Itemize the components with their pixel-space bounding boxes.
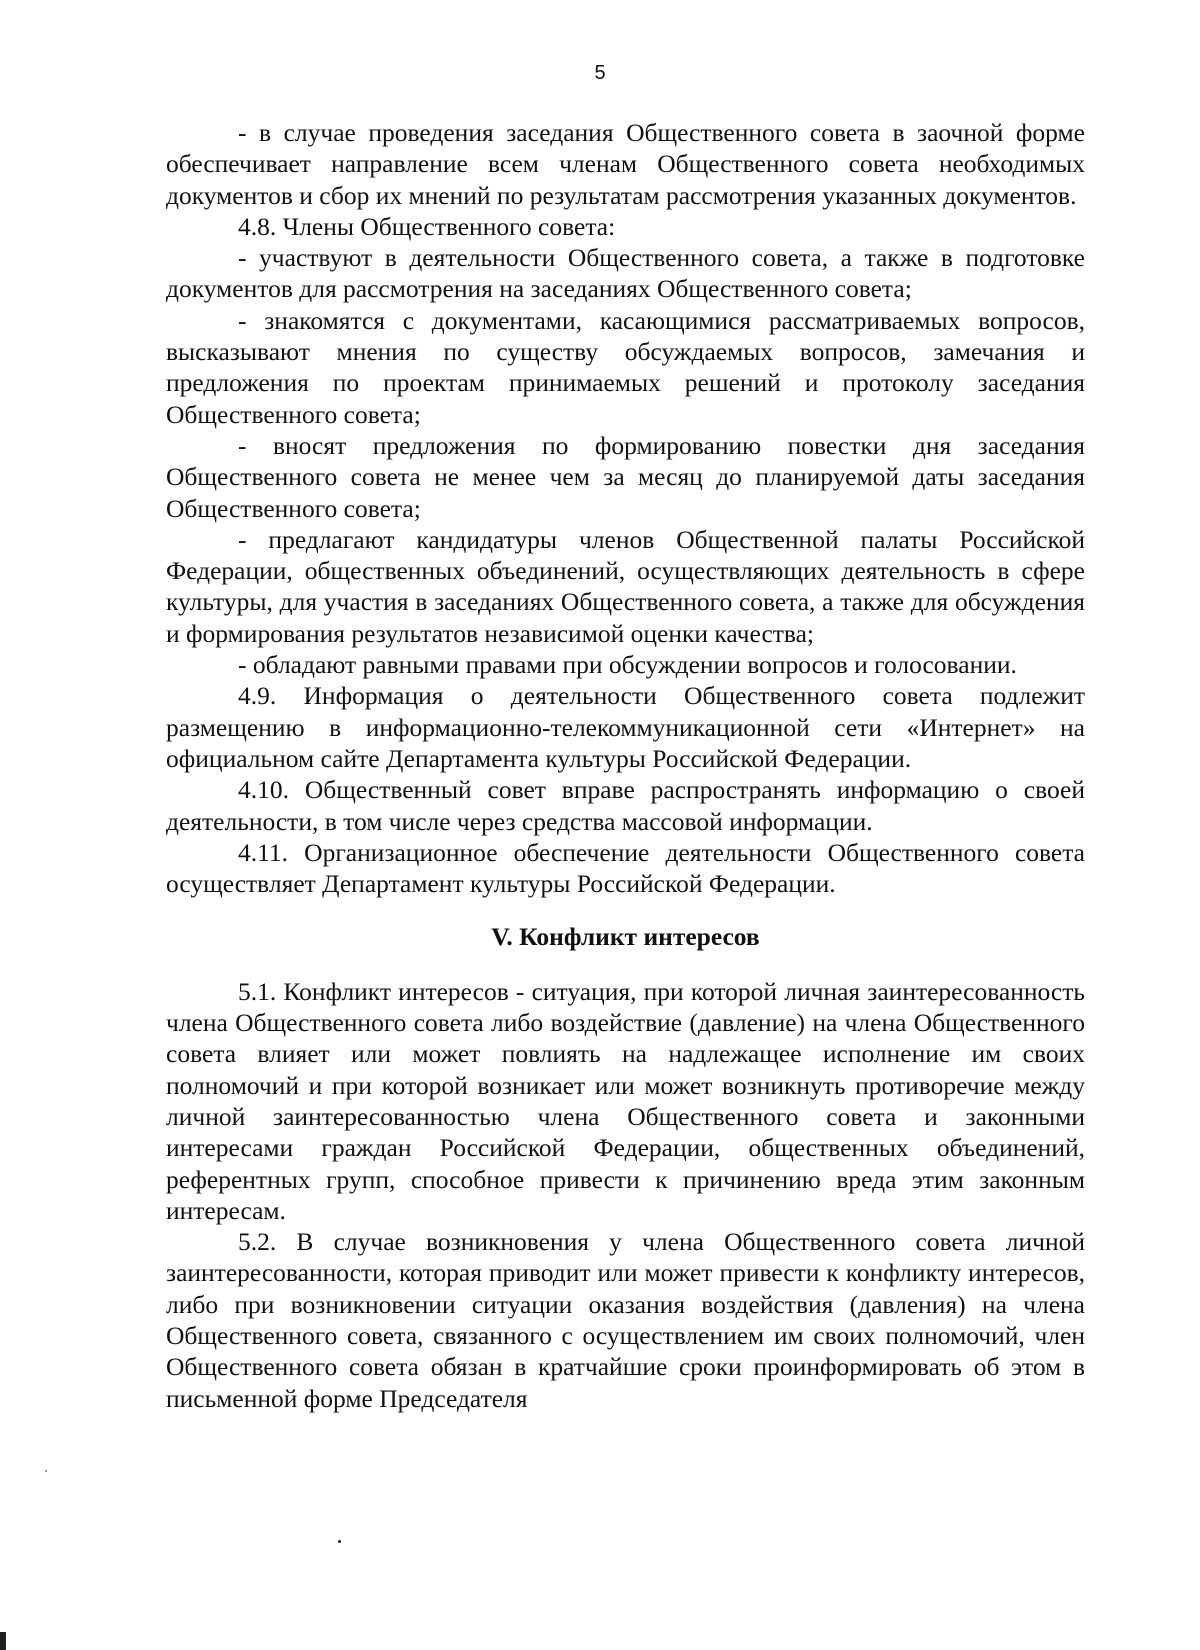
paragraph-5-2: 5.2. В случае возникновения у члена Общественного совета личной заинтересованности, которая приводит или может привести к конфликту интересов, либо при возникновении ситуации оказания воздействия (давления) на члена Общественного совета, связанного с осуществлением им своих полномочий, член Общественного совета обязан в кратчайшие сроки проинформировать об этом в письменной форме Председателя bbox=[166, 1227, 1085, 1413]
scan-edge-mark bbox=[0, 1632, 6, 1650]
paragraph-4-11: 4.11. Организационное обеспечение деятельности Общественного совета осуществляет Департамент культуры Российской Федерации. bbox=[166, 837, 1085, 899]
paragraph-review-documents: - знакомятся с документами, касающимися рассматриваемых вопросов, высказывают мнения по существу обсуждаемых вопросов, замечания и предложения по проектам принимаемых решений и протоколу заседания Общественного совета; bbox=[166, 305, 1085, 429]
page-number: 5 bbox=[594, 62, 606, 84]
document-body bbox=[166, 117, 1085, 1414]
paragraph-propose-candidates: - предлагают кандидатуры членов Общественной палаты Российской Федерации, общественных объединений, осуществляющих деятельность в сфере культуры, для участия в заседаниях Общественного совета, а также для обсуждения и формирования результатов независимой оценки качества; bbox=[166, 524, 1085, 648]
paragraph-4-8-heading: 4.8. Члены Общественного совета: bbox=[238, 211, 616, 241]
paragraph-equal-rights: - обладают равными правами при обсуждении вопросов и голосовании. bbox=[238, 650, 1017, 680]
section-heading-conflict-of-interest: V. Конфликт интересов bbox=[491, 922, 760, 952]
paragraph-absentee-meeting: - в случае проведения заседания Общественного совета в заочной форме обеспечивает направление всем членам Общественного совета необходимых документов и сбор их мнений по результатам рассмотрения указанных документов. bbox=[166, 118, 1085, 210]
scan-speck bbox=[45, 1470, 47, 1472]
paragraph-4-10: 4.10. Общественный совет вправе распространять информацию о своей деятельности, в том числе через средства массовой информации. bbox=[166, 775, 1085, 836]
scan-speck bbox=[338, 1540, 341, 1543]
paragraph-agenda-proposals: - вносят предложения по формированию повестки дня заседания Общественного совета не менее чем за месяц до планируемой даты заседания Общественного совета; bbox=[166, 430, 1085, 523]
paragraph-4-9: 4.9. Информация о деятельности Общественного совета подлежит размещению в информационно-телекоммуникационной сети «Интернет» на официальном сайте Департамента культуры Российской Федерации. bbox=[166, 681, 1085, 773]
paragraph-5-1: 5.1. Конфликт интересов - ситуация, при которой личная заинтересованность члена Общественного совета либо воздействие (давление) на члена Общественного совета влияет или может повлиять на надлежащее исполнение им своих полномочий и при которой возникает или может возникнуть противоречие между личной заинтересованностью члена Общественного совета и законными интересами граждан Российской Федерации, общественных объединений, референтных групп, способное привести к причинению вреда этим законным интересам. bbox=[166, 976, 1085, 1225]
paragraph-participate: - участвуют в деятельности Общественного совета, а также в подготовке документов для рассмотрения на заседаниях Общественного совета; bbox=[166, 243, 1085, 304]
